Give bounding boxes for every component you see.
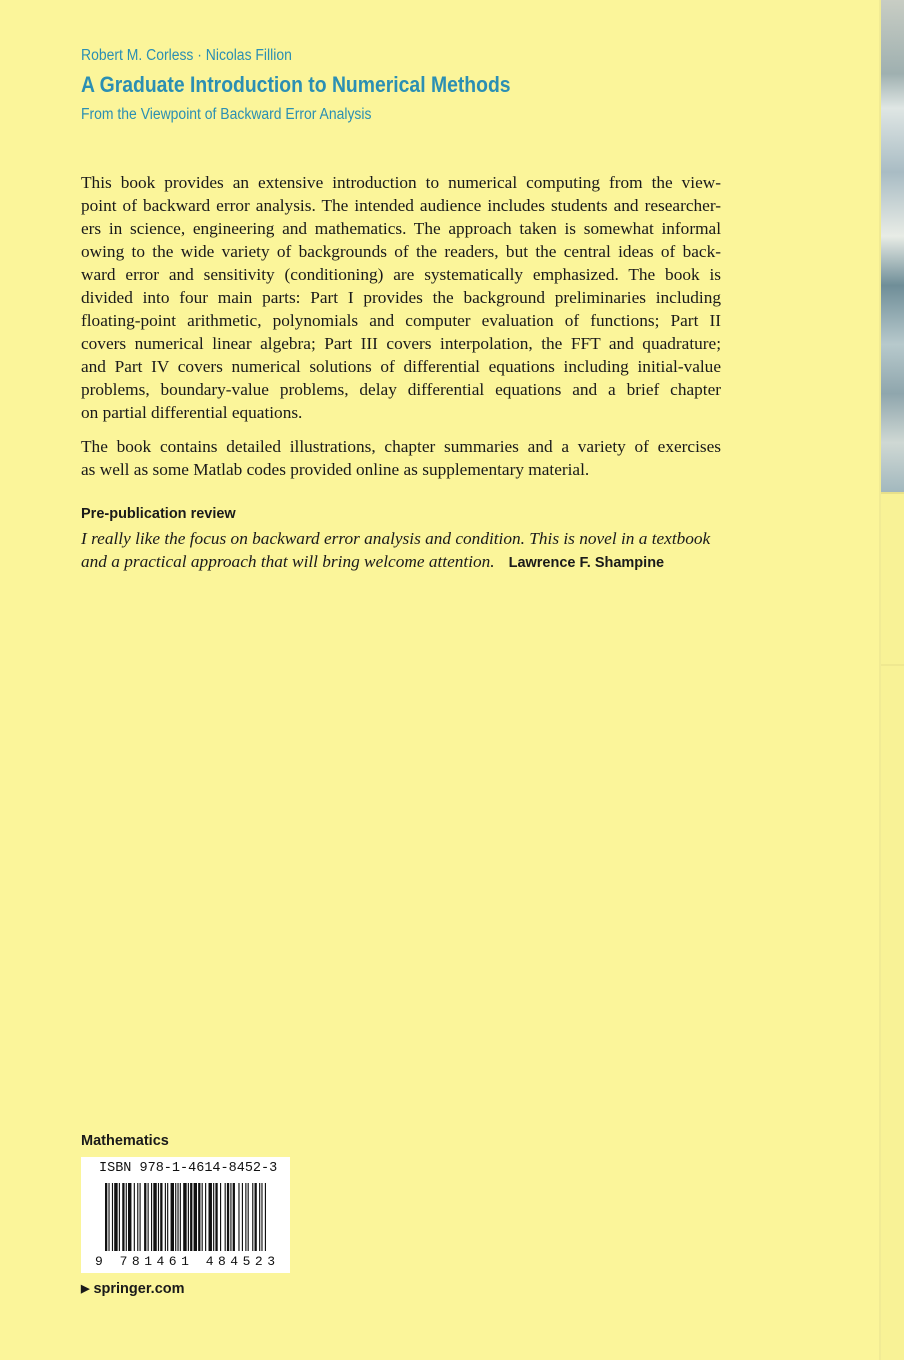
barcode-bar: [175, 1183, 176, 1251]
barcode-bar: [148, 1183, 149, 1251]
isbn-barcode: [81, 1157, 290, 1273]
barcode-bar: [261, 1183, 262, 1251]
barcode-bar: [188, 1183, 189, 1251]
book-title: A Graduate Introduction to Numerical Methods: [81, 72, 511, 97]
spine-divider: [879, 492, 904, 494]
description-paragraph-1: [81, 171, 721, 424]
barcode-bar: [151, 1183, 152, 1251]
barcode-bar: [114, 1183, 117, 1251]
text-line: on partial differential equations.: [81, 403, 303, 422]
barcode-bar: [233, 1183, 235, 1251]
barcode-bar: [242, 1183, 243, 1251]
barcode-digits: 9 781461 484523: [95, 1254, 275, 1269]
website-label: springer.com: [93, 1281, 185, 1297]
book-authors: Robert M. Corless · Nicolas Fillion: [81, 47, 292, 64]
barcode-bar: [153, 1183, 156, 1251]
barcode-bar: [194, 1183, 197, 1251]
isbn-label: ISBN 978-1-4614-8452-3: [99, 1161, 278, 1176]
triangle-right-icon: ▶: [81, 1283, 90, 1295]
text-line: divided into four main parts: Part I provides the background preliminaries including: [81, 288, 721, 307]
description-paragraph-2: [81, 435, 721, 481]
barcode-bar: [137, 1183, 138, 1251]
review-heading: Pre-publication review: [81, 506, 236, 522]
spine-divider: [879, 664, 904, 666]
text-line: as well as some Matlab codes provided online as supplementary material.: [81, 460, 590, 479]
barcode-bar: [202, 1183, 203, 1251]
barcode-bar: [225, 1183, 226, 1251]
text-line: covers numerical linear algebra; Part III covers interpolation, the FFT and quadrature;: [81, 334, 721, 353]
barcode-bar: [259, 1183, 260, 1251]
review-quote: [81, 527, 721, 575]
barcode-bar: [171, 1183, 174, 1251]
text-line: ers in science, engineering and mathematics. The approach taken is somewhat informal: [81, 219, 721, 238]
text-line: This book provides an extensive introduction to numerical computing from the view-: [81, 173, 721, 192]
text-line: point of backward error analysis. The intended audience includes students and researcher-: [81, 196, 721, 215]
barcode-bar: [112, 1183, 113, 1251]
barcode-bar: [105, 1183, 107, 1251]
barcode-bar: [213, 1183, 214, 1251]
barcode-bar: [167, 1183, 168, 1251]
text-line: owing to the wide variety of backgrounds of the readers, but the central ideas of back-: [81, 242, 721, 261]
barcode-bar: [126, 1183, 127, 1251]
text-line: problems, boundary-value problems, delay differential equations and a brief chapter: [81, 380, 721, 399]
barcode-bar: [220, 1183, 221, 1251]
barcode-bar: [158, 1183, 159, 1251]
barcode-bar: [122, 1183, 124, 1251]
barcode-bar: [128, 1183, 131, 1251]
book-subtitle: From the Viewpoint of Backward Error Analysis: [81, 106, 372, 123]
barcode-bar: [215, 1183, 217, 1251]
text-line: ward error and sensitivity (conditioning) are systematically emphasized. The book is: [81, 265, 721, 284]
barcode-bar: [160, 1183, 162, 1251]
barcode-bar: [198, 1183, 200, 1251]
barcode-bar: [227, 1183, 229, 1251]
barcode-bar: [255, 1183, 257, 1251]
barcode-bar: [140, 1183, 141, 1251]
barcode-bar: [183, 1183, 186, 1251]
quote-line: I really like the focus on backward error analysis and condition. This is novel in a textbook: [81, 529, 711, 548]
text-line: The book contains detailed illustrations, chapter summaries and a variety of exercises: [81, 437, 721, 456]
reviewer-name: Lawrence F. Shampine: [508, 555, 665, 571]
barcode-bar: [238, 1183, 239, 1251]
barcode-image: [95, 1183, 277, 1269]
text-line: floating-point arithmetic, polynomials and computer evaluation of functions; Part II: [81, 311, 721, 330]
barcode-bar: [252, 1183, 253, 1251]
barcode-bar: [265, 1183, 266, 1251]
quote-line: [81, 550, 721, 575]
spine-photo: [879, 0, 904, 492]
barcode-bar: [209, 1183, 212, 1251]
spine-edge: [879, 0, 881, 1360]
barcode-bar: [119, 1183, 120, 1251]
barcode-bar: [180, 1183, 181, 1251]
barcode-bar: [165, 1183, 166, 1251]
barcode-bar: [190, 1183, 192, 1251]
barcode-bar: [108, 1183, 109, 1251]
text-line: and Part IV covers numerical solutions of differential equations including initial-value: [81, 357, 721, 376]
publisher-website[interactable]: [81, 1281, 185, 1297]
barcode-bar: [248, 1183, 249, 1251]
barcode-bar: [205, 1183, 206, 1251]
barcode-bar: [134, 1183, 135, 1251]
subject-category: Mathematics: [81, 1133, 169, 1149]
barcode-bar: [144, 1183, 146, 1251]
barcode-bar: [177, 1183, 178, 1251]
barcode-bar: [230, 1183, 231, 1251]
quote-text: and a practical approach that will bring welcome attention.: [81, 552, 495, 571]
barcode-bar: [245, 1183, 246, 1251]
